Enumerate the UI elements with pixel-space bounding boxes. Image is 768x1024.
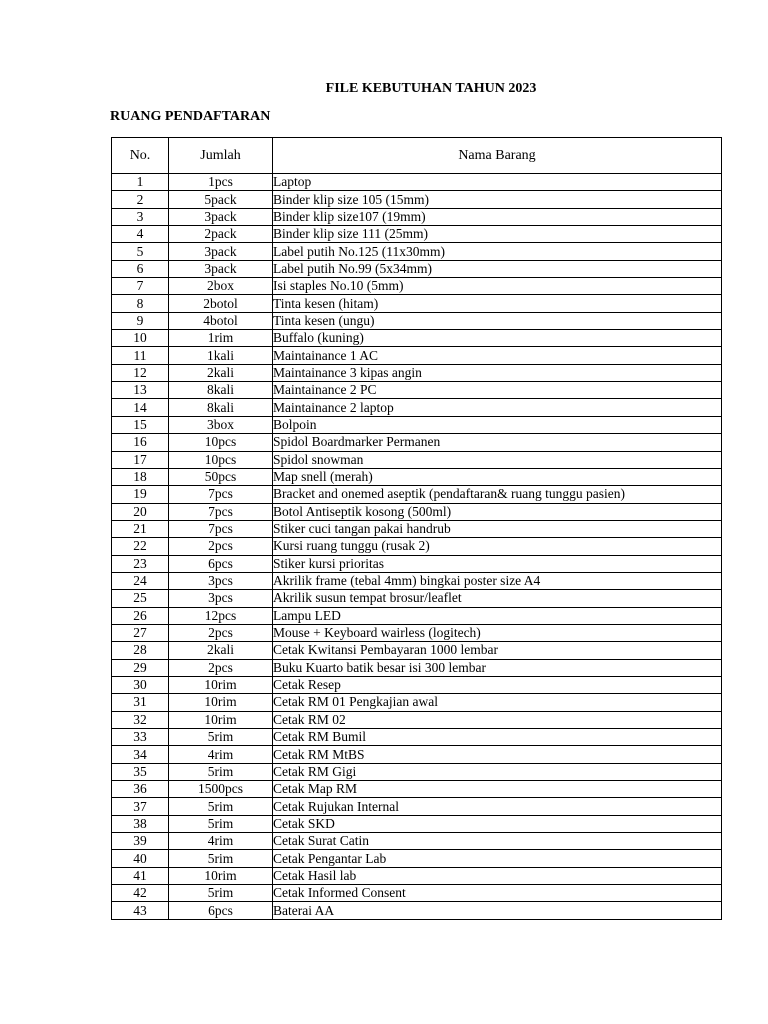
table-row <box>112 624 722 641</box>
row-number-cell: 19 <box>112 486 169 503</box>
row-item-name-cell: Cetak RM MtBS <box>273 746 722 763</box>
row-item-name-cell: Cetak Hasil lab <box>273 867 722 884</box>
row-item-name-cell: Buku Kuarto batik besar isi 300 lembar <box>273 659 722 676</box>
row-item-name-cell: Cetak SKD <box>273 815 722 832</box>
table-row <box>112 815 722 832</box>
row-quantity-cell: 3pcs <box>169 572 273 589</box>
row-item-name-cell: Maintainance 1 AC <box>273 347 722 364</box>
row-item-name-cell: Baterai AA <box>273 902 722 919</box>
row-item-name-cell: Bolpoin <box>273 416 722 433</box>
row-item-name-cell: Binder klip size 105 (15mm) <box>273 191 722 208</box>
row-number-cell: 3 <box>112 208 169 225</box>
row-item-name-cell: Cetak Surat Catin <box>273 833 722 850</box>
row-item-name-cell: Spidol Boardmarker Permanen <box>273 434 722 451</box>
row-quantity-cell: 10pcs <box>169 434 273 451</box>
row-number-cell: 43 <box>112 902 169 919</box>
row-item-name-cell: Maintainance 2 laptop <box>273 399 722 416</box>
table-row <box>112 486 722 503</box>
row-item-name-cell: Map snell (merah) <box>273 468 722 485</box>
row-number-cell: 2 <box>112 191 169 208</box>
table-row <box>112 763 722 780</box>
row-number-cell: 6 <box>112 260 169 277</box>
row-number-cell: 7 <box>112 278 169 295</box>
row-number-cell: 42 <box>112 885 169 902</box>
row-quantity-cell: 5rim <box>169 763 273 780</box>
row-quantity-cell: 3pack <box>169 243 273 260</box>
row-quantity-cell: 8kali <box>169 399 273 416</box>
table-row <box>112 503 722 520</box>
table-row <box>112 607 722 624</box>
table-row <box>112 434 722 451</box>
table-row <box>112 451 722 468</box>
row-number-cell: 14 <box>112 399 169 416</box>
table-row <box>112 382 722 399</box>
table-row <box>112 191 722 208</box>
row-item-name-cell: Spidol snowman <box>273 451 722 468</box>
table-row <box>112 642 722 659</box>
table-row <box>112 416 722 433</box>
row-item-name-cell: Cetak Pengantar Lab <box>273 850 722 867</box>
row-number-cell: 38 <box>112 815 169 832</box>
header-row <box>112 138 722 174</box>
row-quantity-cell: 3pcs <box>169 590 273 607</box>
row-number-cell: 29 <box>112 659 169 676</box>
row-quantity-cell: 6pcs <box>169 555 273 572</box>
row-number-cell: 1 <box>112 174 169 191</box>
table-row <box>112 243 722 260</box>
header-no: No. <box>112 138 169 174</box>
table-row <box>112 781 722 798</box>
row-quantity-cell: 1rim <box>169 330 273 347</box>
row-number-cell: 18 <box>112 468 169 485</box>
row-number-cell: 37 <box>112 798 169 815</box>
row-item-name-cell: Binder klip size107 (19mm) <box>273 208 722 225</box>
table-row <box>112 174 722 191</box>
row-number-cell: 13 <box>112 382 169 399</box>
table-row <box>112 902 722 919</box>
row-quantity-cell: 3pack <box>169 208 273 225</box>
row-item-name-cell: Cetak Kwitansi Pembayaran 1000 lembar <box>273 642 722 659</box>
row-quantity-cell: 2botol <box>169 295 273 312</box>
table-row <box>112 572 722 589</box>
table-row <box>112 347 722 364</box>
row-quantity-cell: 50pcs <box>169 468 273 485</box>
row-quantity-cell: 10rim <box>169 694 273 711</box>
row-number-cell: 34 <box>112 746 169 763</box>
row-number-cell: 35 <box>112 763 169 780</box>
row-quantity-cell: 8kali <box>169 382 273 399</box>
table-row <box>112 746 722 763</box>
row-item-name-cell: Stiker kursi prioritas <box>273 555 722 572</box>
row-number-cell: 39 <box>112 833 169 850</box>
row-number-cell: 23 <box>112 555 169 572</box>
row-quantity-cell: 5rim <box>169 850 273 867</box>
row-number-cell: 22 <box>112 538 169 555</box>
row-number-cell: 40 <box>112 850 169 867</box>
row-number-cell: 17 <box>112 451 169 468</box>
table-row <box>112 729 722 746</box>
row-quantity-cell: 1pcs <box>169 174 273 191</box>
row-quantity-cell: 5rim <box>169 885 273 902</box>
row-number-cell: 31 <box>112 694 169 711</box>
table-row <box>112 260 722 277</box>
row-number-cell: 32 <box>112 711 169 728</box>
row-quantity-cell: 7pcs <box>169 503 273 520</box>
document-title: FILE KEBUTUHAN TAHUN 2023 <box>325 81 537 96</box>
row-quantity-cell: 2kali <box>169 364 273 381</box>
table-row <box>112 711 722 728</box>
row-quantity-cell: 1kali <box>169 347 273 364</box>
table-row <box>112 555 722 572</box>
row-item-name-cell: Tinta kesen (ungu) <box>273 312 722 329</box>
row-number-cell: 36 <box>112 781 169 798</box>
row-item-name-cell: Maintainance 3 kipas angin <box>273 364 722 381</box>
table-row <box>112 364 722 381</box>
row-item-name-cell: Binder klip size 111 (25mm) <box>273 226 722 243</box>
table-header <box>112 138 722 174</box>
row-number-cell: 41 <box>112 867 169 884</box>
row-item-name-cell: Label putih No.99 (5x34mm) <box>273 260 722 277</box>
table-row <box>112 850 722 867</box>
row-number-cell: 9 <box>112 312 169 329</box>
row-number-cell: 30 <box>112 676 169 693</box>
section-title: RUANG PENDAFTARAN <box>110 109 271 124</box>
table-row <box>112 833 722 850</box>
row-number-cell: 24 <box>112 572 169 589</box>
row-item-name-cell: Cetak RM Gigi <box>273 763 722 780</box>
table-row <box>112 885 722 902</box>
row-item-name-cell: Akrilik susun tempat brosur/leaflet <box>273 590 722 607</box>
row-quantity-cell: 2box <box>169 278 273 295</box>
row-item-name-cell: Cetak Informed Consent <box>273 885 722 902</box>
row-quantity-cell: 4botol <box>169 312 273 329</box>
row-item-name-cell: Laptop <box>273 174 722 191</box>
row-number-cell: 26 <box>112 607 169 624</box>
row-number-cell: 12 <box>112 364 169 381</box>
row-quantity-cell: 5rim <box>169 815 273 832</box>
row-quantity-cell: 2pack <box>169 226 273 243</box>
row-quantity-cell: 7pcs <box>169 486 273 503</box>
table-row <box>112 520 722 537</box>
row-quantity-cell: 4rim <box>169 746 273 763</box>
row-quantity-cell: 10rim <box>169 711 273 728</box>
row-item-name-cell: Stiker cuci tangan pakai handrub <box>273 520 722 537</box>
row-item-name-cell: Cetak RM 01 Pengkajian awal <box>273 694 722 711</box>
row-quantity-cell: 3box <box>169 416 273 433</box>
table-row <box>112 676 722 693</box>
row-item-name-cell: Bracket and onemed aseptik (pendaftaran& ruang tunggu pasien) <box>273 486 722 503</box>
row-quantity-cell: 7pcs <box>169 520 273 537</box>
row-item-name-cell: Cetak RM Bumil <box>273 729 722 746</box>
row-item-name-cell: Akrilik frame (tebal 4mm) bingkai poster size A4 <box>273 572 722 589</box>
row-number-cell: 33 <box>112 729 169 746</box>
row-quantity-cell: 10rim <box>169 867 273 884</box>
row-number-cell: 4 <box>112 226 169 243</box>
row-item-name-cell: Cetak Map RM <box>273 781 722 798</box>
table-row <box>112 312 722 329</box>
table-row <box>112 659 722 676</box>
row-quantity-cell: 5rim <box>169 798 273 815</box>
row-quantity-cell: 5pack <box>169 191 273 208</box>
row-number-cell: 16 <box>112 434 169 451</box>
row-number-cell: 21 <box>112 520 169 537</box>
row-number-cell: 10 <box>112 330 169 347</box>
row-item-name-cell: Botol Antiseptik kosong (500ml) <box>273 503 722 520</box>
row-item-name-cell: Label putih No.125 (11x30mm) <box>273 243 722 260</box>
table-body <box>112 174 722 920</box>
header-nama-barang: Nama Barang <box>273 138 722 174</box>
row-number-cell: 8 <box>112 295 169 312</box>
table-row <box>112 278 722 295</box>
table-row <box>112 399 722 416</box>
row-number-cell: 15 <box>112 416 169 433</box>
row-item-name-cell: Maintainance 2 PC <box>273 382 722 399</box>
row-quantity-cell: 2kali <box>169 642 273 659</box>
row-item-name-cell: Buffalo (kuning) <box>273 330 722 347</box>
table-row <box>112 867 722 884</box>
row-item-name-cell: Isi staples No.10 (5mm) <box>273 278 722 295</box>
table-row <box>112 295 722 312</box>
row-quantity-cell: 2pcs <box>169 659 273 676</box>
row-quantity-cell: 2pcs <box>169 538 273 555</box>
row-quantity-cell: 2pcs <box>169 624 273 641</box>
row-quantity-cell: 12pcs <box>169 607 273 624</box>
row-quantity-cell: 3pack <box>169 260 273 277</box>
row-item-name-cell: Lampu LED <box>273 607 722 624</box>
row-quantity-cell: 1500pcs <box>169 781 273 798</box>
row-item-name-cell: Cetak RM 02 <box>273 711 722 728</box>
row-number-cell: 28 <box>112 642 169 659</box>
row-number-cell: 5 <box>112 243 169 260</box>
row-item-name-cell: Tinta kesen (hitam) <box>273 295 722 312</box>
row-number-cell: 20 <box>112 503 169 520</box>
row-number-cell: 25 <box>112 590 169 607</box>
items-table <box>111 137 722 920</box>
row-quantity-cell: 4rim <box>169 833 273 850</box>
table-row <box>112 226 722 243</box>
table-row <box>112 590 722 607</box>
row-item-name-cell: Kursi ruang tunggu (rusak 2) <box>273 538 722 555</box>
header-jumlah: Jumlah <box>169 138 273 174</box>
row-quantity-cell: 6pcs <box>169 902 273 919</box>
row-number-cell: 11 <box>112 347 169 364</box>
table-row <box>112 694 722 711</box>
row-quantity-cell: 5rim <box>169 729 273 746</box>
row-item-name-cell: Cetak Resep <box>273 676 722 693</box>
row-item-name-cell: Cetak Rujukan Internal <box>273 798 722 815</box>
row-item-name-cell: Mouse + Keyboard wairless (logitech) <box>273 624 722 641</box>
table-row <box>112 468 722 485</box>
table-row <box>112 330 722 347</box>
row-quantity-cell: 10rim <box>169 676 273 693</box>
table-row <box>112 538 722 555</box>
table-row <box>112 798 722 815</box>
row-number-cell: 27 <box>112 624 169 641</box>
row-quantity-cell: 10pcs <box>169 451 273 468</box>
table-row <box>112 208 722 225</box>
